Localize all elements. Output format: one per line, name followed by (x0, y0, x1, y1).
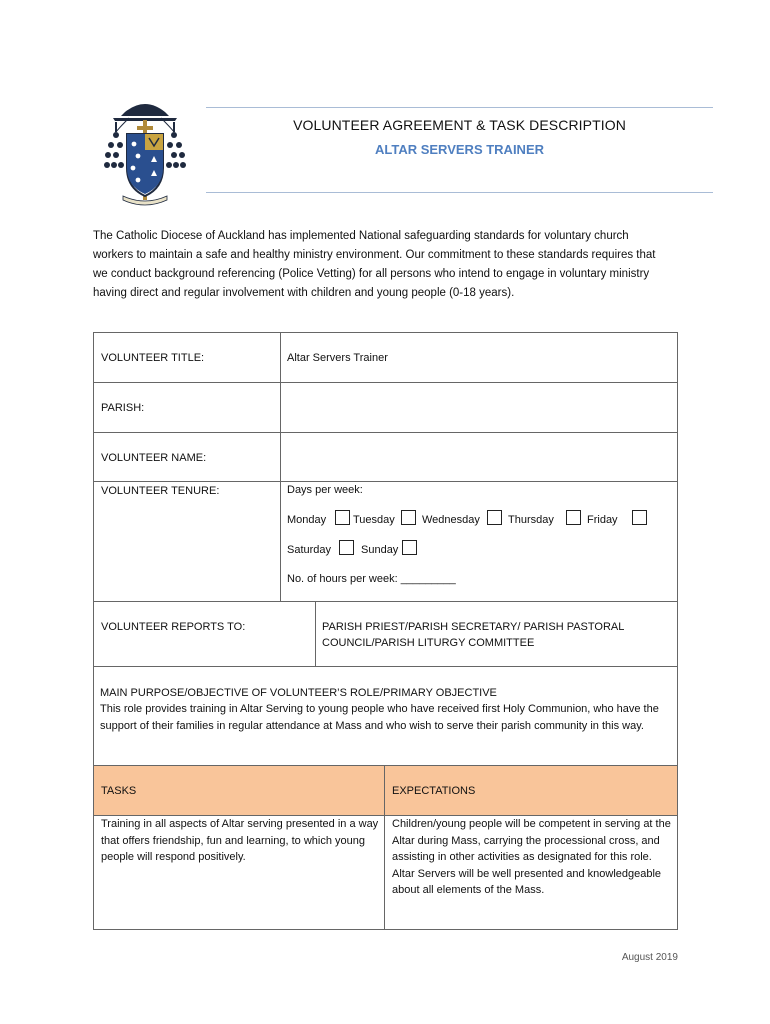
page-subtitle: ALTAR SERVERS TRAINER (374, 142, 544, 157)
table-row-divider (93, 666, 678, 667)
diocese-coat-of-arms-icon (103, 98, 187, 206)
checkbox-friday[interactable] (632, 510, 647, 525)
parish-label: PARISH: (101, 402, 145, 414)
checkbox-saturday[interactable] (339, 540, 354, 555)
purpose-heading: MAIN PURPOSE/OBJECTIVE OF VOLUNTEER’S ROLE/PRIMARY OBJECTIVE (100, 687, 497, 699)
table-row-divider (93, 765, 678, 766)
day-label-monday: Monday (287, 514, 327, 526)
checkbox-wednesday[interactable] (487, 510, 502, 525)
reports-to-line-1: PARISH PRIEST/PARISH SECRETARY/ PARISH PASTORAL (322, 621, 625, 633)
day-label-thursday: Thursday (508, 514, 554, 526)
volunteer-tenure-label: VOLUNTEER TENURE: (101, 485, 220, 497)
intro-paragraph: The Catholic Diocese of Auckland has implemented National safeguarding standards for voluntary church workers to maintain a safe and healthy ministry environment. Our commitment to these standards requires that we conduct background referencing (Police Vetting) for all persons who intend to engage in voluntary ministry having direct and regular involvement with children and young people (0-18 years). (93, 230, 656, 299)
volunteer-name-field[interactable] (287, 450, 672, 466)
header-bottom-rule (206, 192, 713, 193)
day-label-saturday: Saturday (287, 544, 332, 556)
day-label-tuesday: Tuesday (353, 514, 395, 526)
volunteer-title-value: Altar Servers Trainer (287, 352, 388, 364)
tasks-text: Training in all aspects of Altar serving presented in a way that offers friendship, fun and learning, to which young people will respond positively. (101, 818, 379, 863)
table-row-divider (93, 432, 678, 433)
table-column-divider (280, 332, 281, 601)
expectations-text: Children/young people will be competent in serving at the Altar during Mass, carrying the processional cross, and assisting in other activities as designated for this role. Altar Servers will be well presented and knowledgeable about all elements of the Mass. (392, 818, 671, 896)
table-column-divider (315, 601, 316, 666)
day-label-sunday: Sunday (361, 544, 399, 556)
day-label-friday: Friday (587, 514, 618, 526)
volunteer-name-label: VOLUNTEER NAME: (101, 452, 207, 464)
days-per-week-label: Days per week: (287, 484, 363, 496)
reports-to-line-2: COUNCIL/PARISH LITURGY COMMITTEE (322, 637, 535, 649)
tasks-header: TASKS (101, 785, 137, 797)
day-label-wednesday: Wednesday (422, 514, 480, 526)
header-top-rule (206, 107, 713, 108)
table-row-divider (93, 481, 678, 482)
checkbox-thursday[interactable] (566, 510, 581, 525)
reports-to-label: VOLUNTEER REPORTS TO: (101, 621, 246, 633)
expectations-header: EXPECTATIONS (392, 785, 476, 797)
table-row-divider (93, 382, 678, 383)
checkbox-sunday[interactable] (402, 540, 417, 555)
table-column-divider (384, 765, 385, 930)
purpose-text: This role provides training in Altar Serving to young people who have received first Holy Communion, who have the support of their families in regular attendance at Mass and who wish to serve their parish community in this way. (100, 703, 659, 732)
page-title: VOLUNTEER AGREEMENT & TASK DESCRIPTION (293, 117, 626, 133)
checkbox-tuesday[interactable] (401, 510, 416, 525)
footer-date: August 2019 (621, 952, 678, 963)
volunteer-title-label: VOLUNTEER TITLE: (101, 352, 205, 364)
checkbox-monday[interactable] (335, 510, 350, 525)
table-row-divider (93, 601, 678, 602)
hours-per-week-field[interactable]: No. of hours per week: _________ (287, 573, 456, 585)
parish-field[interactable] (287, 400, 672, 416)
